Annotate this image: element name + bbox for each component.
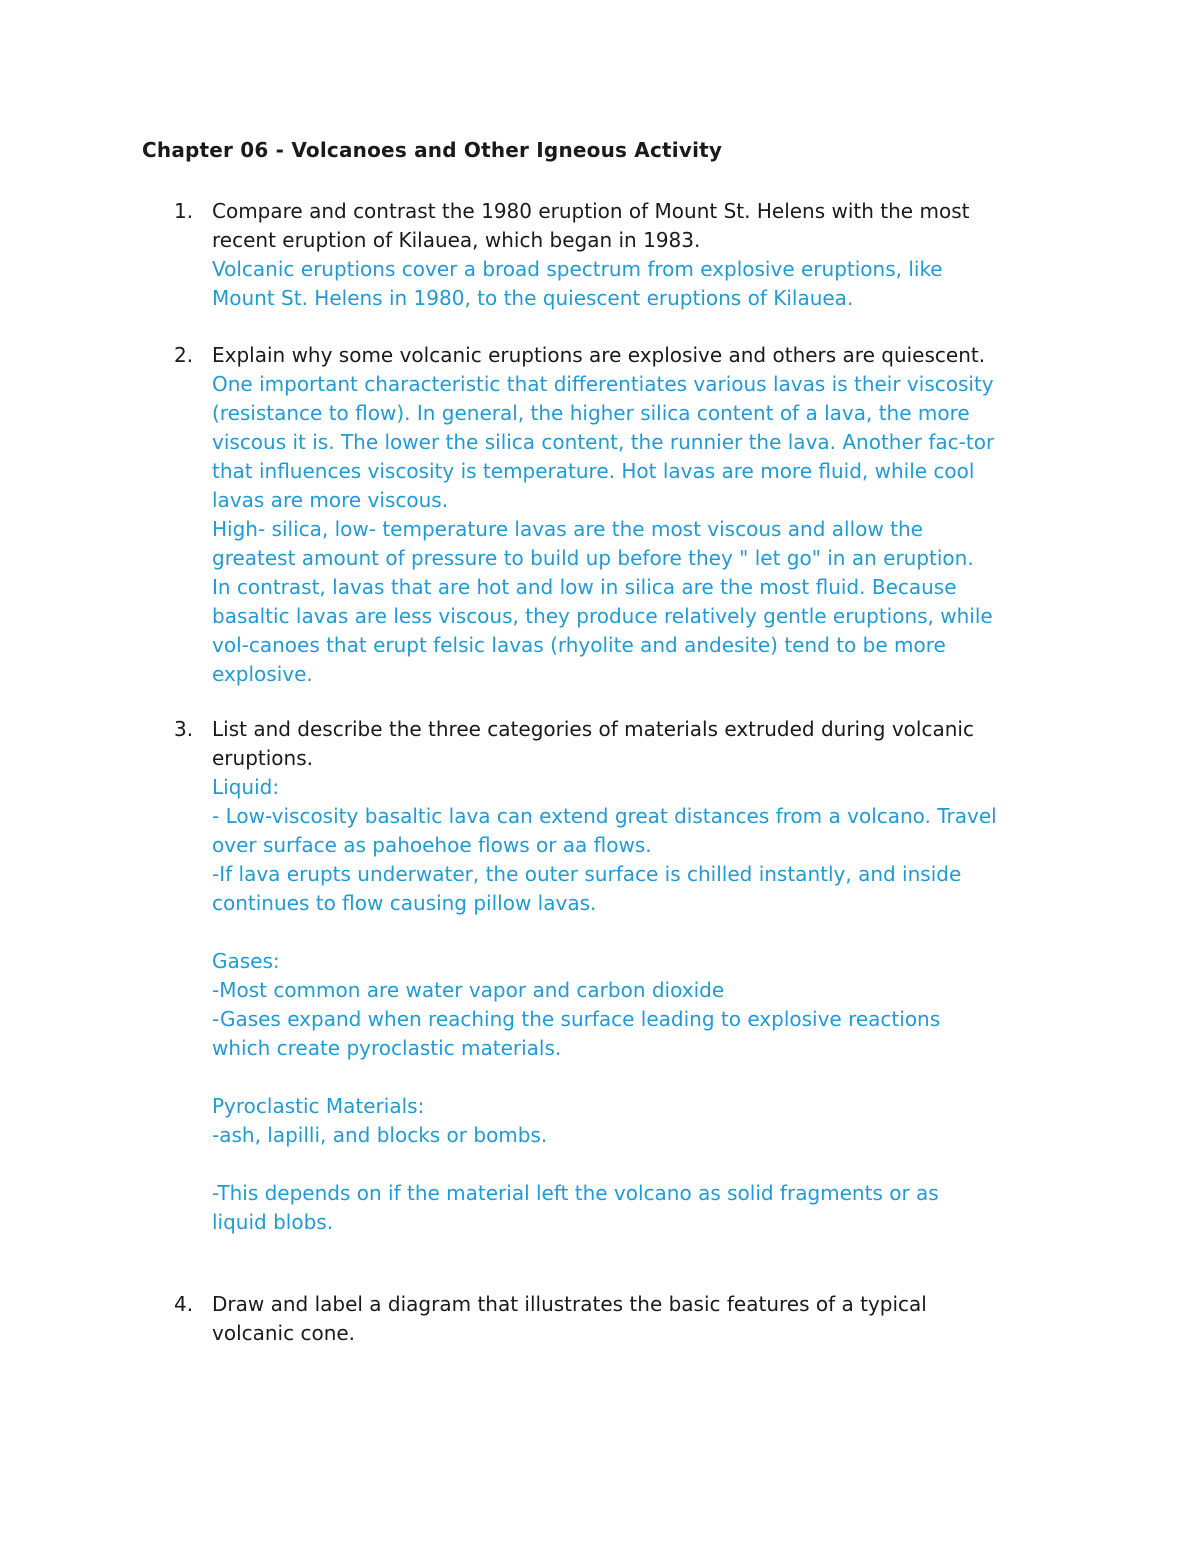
question-number: 2. xyxy=(174,343,194,367)
answer-text-line: High- silica, low- temperature lavas are the most viscous and allow the xyxy=(212,517,923,541)
answer-text-line: Pyroclastic Materials: xyxy=(212,1094,425,1118)
answer-text-line: In contrast, lavas that are hot and low in silica are the most fluid. Because xyxy=(212,575,957,599)
question-text-line: recent eruption of Kilauea, which began in 1983. xyxy=(212,228,701,252)
answer-text-line: (resistance to flow). In general, the higher silica content of a lava, the more xyxy=(212,401,970,425)
answer-text-line: continues to flow causing pillow lavas. xyxy=(212,891,597,915)
question-body xyxy=(212,1290,1082,1348)
answer-text-line: -This depends on if the material left the volcano as solid fragments or as xyxy=(212,1181,939,1205)
answer-text-line: that influences viscosity is temperature. Hot lavas are more fluid, while cool xyxy=(212,459,975,483)
question-body xyxy=(212,341,1082,689)
answer-text-line: which create pyroclastic materials. xyxy=(212,1036,562,1060)
answer-text-line: -Most common are water vapor and carbon dioxide xyxy=(212,978,725,1002)
question-body xyxy=(212,197,1082,313)
question-text-line: eruptions. xyxy=(212,746,313,770)
answer-text-line: liquid blobs. xyxy=(212,1210,334,1234)
answer-text-line: Volcanic eruptions cover a broad spectrum from explosive eruptions, like xyxy=(212,257,943,281)
answer-text-line: - Low-viscosity basaltic lava can extend great distances from a volcano. Travel xyxy=(212,804,997,828)
answer-text-line xyxy=(212,918,1082,947)
answer-text-line: -Gases expand when reaching the surface leading to explosive reactions xyxy=(212,1007,941,1031)
answer-text-line: One important characteristic that differentiates various lavas is their viscosity xyxy=(212,372,994,396)
answer-text-line: Liquid: xyxy=(212,775,280,799)
question-number: 1. xyxy=(174,199,194,223)
answer-text-line: explosive. xyxy=(212,662,313,686)
question-number: 3. xyxy=(174,717,194,741)
answer-text-line: greatest amount of pressure to build up before they " let go" in an eruption. xyxy=(212,546,974,570)
question-number: 4. xyxy=(174,1292,194,1316)
answer-text-line: Mount St. Helens in 1980, to the quiescent eruptions of Kilauea. xyxy=(212,286,854,310)
question-text-line: Draw and label a diagram that illustrates the basic features of a typical xyxy=(212,1292,927,1316)
document-title: Chapter 06 - Volcanoes and Other Igneous Activity xyxy=(142,138,723,162)
question-text-line: volcanic cone. xyxy=(212,1321,356,1345)
question-body xyxy=(212,715,1082,1237)
answer-text-line: lavas are more viscous. xyxy=(212,488,449,512)
answer-text-line: vol-canoes that erupt felsic lavas (rhyolite and andesite) tend to be more xyxy=(212,633,946,657)
answer-text-line xyxy=(212,1150,1082,1179)
question-text-line: List and describe the three categories of materials extruded during volcanic xyxy=(212,717,974,741)
answer-text-line xyxy=(212,1063,1082,1092)
answer-text-line: viscous it is. The lower the silica content, the runnier the lava. Another fac-tor xyxy=(212,430,995,454)
answer-text-line: basaltic lavas are less viscous, they produce relatively gentle eruptions, while xyxy=(212,604,993,628)
question-text-line: Compare and contrast the 1980 eruption of Mount St. Helens with the most xyxy=(212,199,970,223)
answer-text-line: -ash, lapilli, and blocks or bombs. xyxy=(212,1123,548,1147)
answer-text-line: over surface as pahoehoe flows or aa flows. xyxy=(212,833,652,857)
answer-text-line: Gases: xyxy=(212,949,280,973)
answer-text-line: -If lava erupts underwater, the outer surface is chilled instantly, and inside xyxy=(212,862,962,886)
question-text-line: Explain why some volcanic eruptions are explosive and others are quiescent. xyxy=(212,343,986,367)
